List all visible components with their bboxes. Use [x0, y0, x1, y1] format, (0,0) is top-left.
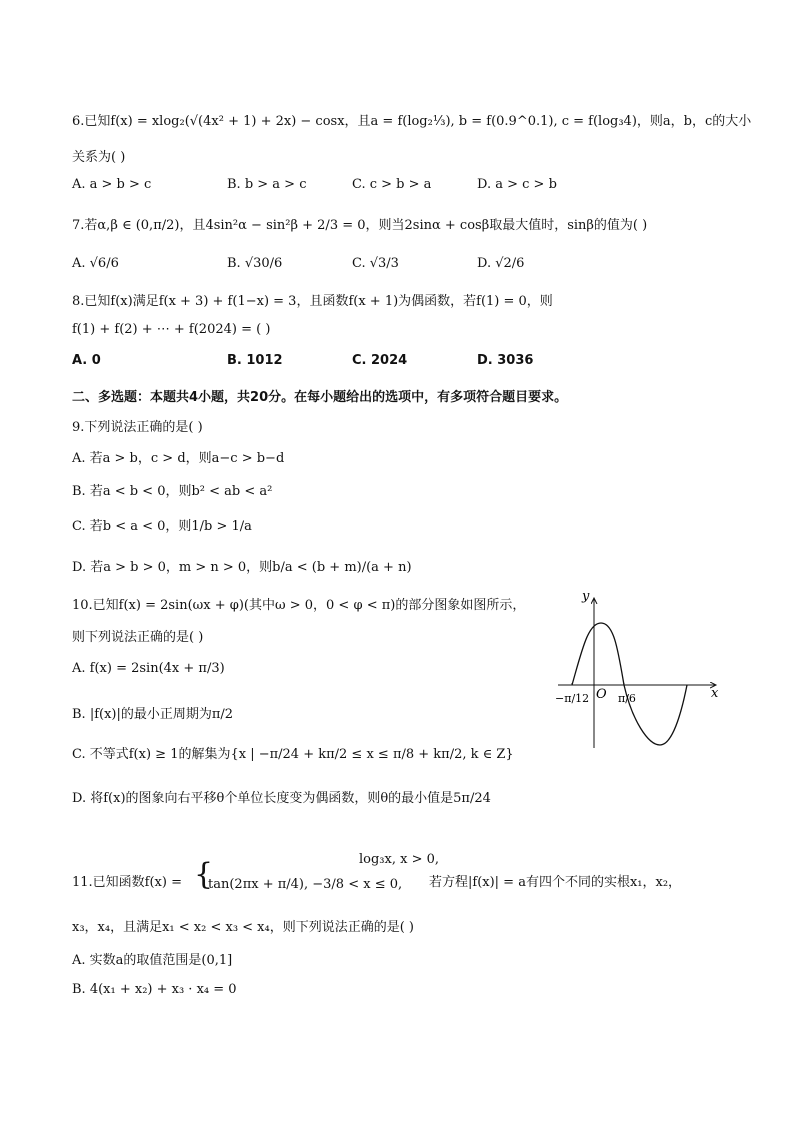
q10-stem-line2: 则下列说法正确的是( )	[72, 630, 204, 645]
q11-stem-prefix: 11.已知函数f(x) =	[72, 875, 182, 890]
q7-option-d: D. √2/6	[477, 256, 525, 271]
q11-stem-tail: 若方程|f(x)| = a有四个不同的实根x₁，x₂，	[429, 875, 682, 890]
q11-option-a: A. 实数a的取值范围是(0,1]	[72, 953, 233, 968]
q6-stem-line1: 6.已知f(x) = xlog₂(√(4x² + 1) + 2x) − cosx，且a = f(log₂⅓), b = f(0.9^0.1), c = f(log₃4)，则a，b，c的大小	[72, 114, 752, 129]
origin-label: O	[596, 687, 607, 702]
q10-option-d: D. 将f(x)的图象向右平移θ个单位长度变为偶函数，则θ的最小值是5π/24	[72, 791, 491, 806]
q7-option-b: B. √30/6	[227, 256, 283, 271]
q8-option-d: D. 3036	[477, 353, 534, 368]
sine-curve	[572, 623, 687, 745]
neg-tick-label: −π/12	[555, 692, 590, 705]
q9-option-d: D. 若a > b > 0，m > n > 0，则b/a < (b + m)/(a + n)	[72, 560, 412, 575]
q11-stem-line2: x₃，x₄，且满足x₁ < x₂ < x₃ < x₄，则下列说法正确的是( )	[72, 920, 415, 935]
q7-option-a: A. √6/6	[72, 256, 119, 271]
q11-case-2: tan(2πx + π/4), −3/8 < x ≤ 0,	[208, 877, 403, 892]
q6-stem-line2: 关系为( )	[72, 150, 126, 165]
q8-stem-line1: 8.已知f(x)满足f(x + 3) + f(1−x) = 3，且函数f(x + 1)为偶函数，若f(1) = 0，则	[72, 294, 553, 309]
x-axis-label: x	[711, 686, 719, 701]
q8-stem-line2: f(1) + f(2) + ⋯ + f(2024) = ( )	[72, 322, 271, 337]
q6-option-c: C. c > b > a	[352, 177, 432, 192]
q10-stem-line1: 10.已知f(x) = 2sin(ωx + φ)(其中ω > 0，0 < φ < π)的部分图象如图所示，	[72, 598, 526, 613]
q8-option-c: C. 2024	[352, 353, 408, 368]
q11-piecewise-function	[72, 850, 712, 910]
q9-option-b: B. 若a < b < 0，则b² < ab < a²	[72, 484, 273, 499]
brace-icon: {	[194, 857, 214, 892]
q9-stem: 9.下列说法正确的是( )	[72, 420, 203, 435]
q6-option-d: D. a > c > b	[477, 177, 557, 192]
q8-option-b: B. 1012	[227, 353, 283, 368]
q11-option-b: B. 4(x₁ + x₂) + x₃ · x₄ = 0	[72, 982, 237, 997]
section-heading-multiple-choice: 二、多选题：本题共4小题，共20分。在每小题给出的选项中，有多项符合题目要求。	[72, 390, 568, 405]
q6-option-a: A. a > b > c	[72, 177, 152, 192]
y-axis-label: y	[582, 590, 590, 604]
q8-option-a: A. 0	[72, 353, 101, 368]
q6-option-b: B. b > a > c	[227, 177, 307, 192]
q9-option-c: C. 若b < a < 0，则1/b > 1/a	[72, 519, 252, 534]
q7-stem: 7.若α,β ∈ (0,π/2)，且4sin²α − sin²β + 2/3 = 0，则当2sinα + cosβ取最大值时，sinβ的值为( )	[72, 218, 648, 233]
q10-option-c: C. 不等式f(x) ≥ 1的解集为{x | −π/24 + kπ/2 ≤ x ≤ π/8 + kπ/2, k ∈ Z}	[72, 747, 514, 762]
q10-option-a: A. f(x) = 2sin(4x + π/3)	[72, 661, 225, 676]
pos-tick-label: π/6	[618, 692, 636, 705]
q9-option-a: A. 若a > b，c > d，则a−c > b−d	[72, 451, 285, 466]
q10-sine-graph	[548, 590, 730, 756]
q7-option-c: C. √3/3	[352, 256, 399, 271]
q10-option-b: B. |f(x)|的最小正周期为π/2	[72, 707, 234, 722]
q11-case-1: log₃x, x > 0,	[359, 852, 440, 867]
